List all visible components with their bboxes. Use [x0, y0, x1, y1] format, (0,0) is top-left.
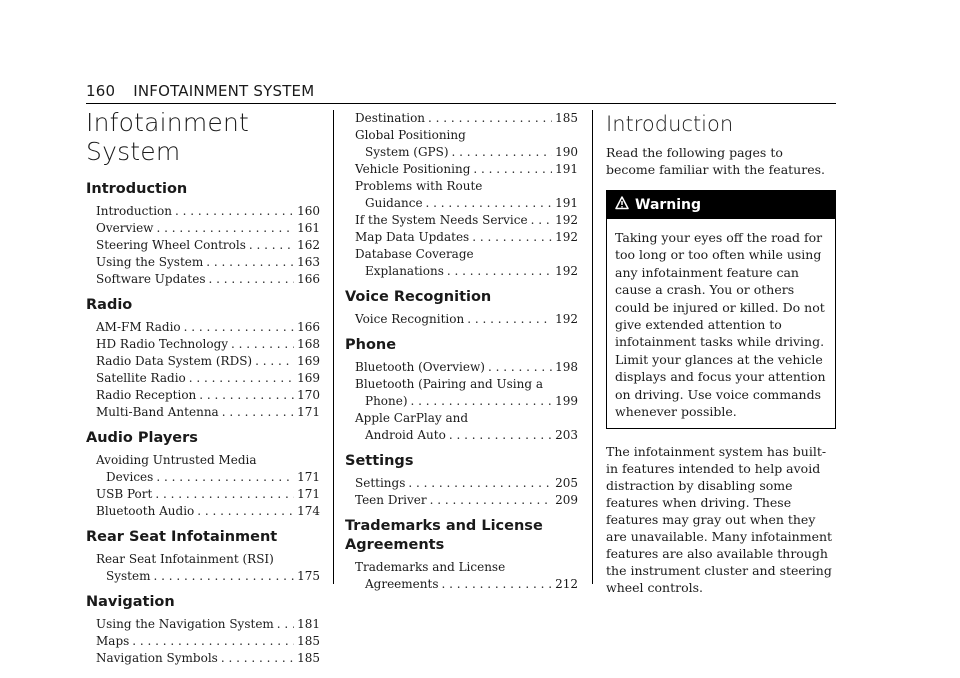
toc-entry[interactable]: Multi-Band Antenna . . . 171: [86, 404, 320, 421]
toc-entry[interactable]: Radio Reception . . . 170: [86, 387, 320, 404]
toc-column-1: [86, 108, 320, 667]
toc-entry[interactable]: Problems with Route Guidance . . . 191: [345, 178, 578, 212]
toc-entry[interactable]: Bluetooth (Overview) . . . 198: [345, 359, 578, 376]
warning-triangle-icon: [615, 196, 629, 214]
toc-entry[interactable]: Voice Recognition . . . 192: [345, 311, 578, 328]
toc-entry[interactable]: Using the System . . . 163: [86, 254, 320, 271]
toc-entry[interactable]: Apple CarPlay and Android Auto . . . 203: [345, 410, 578, 444]
toc-entry[interactable]: Rear Seat Infotainment (RSI) System . . . 175: [86, 551, 320, 585]
column-divider-1: [333, 110, 334, 584]
toc-entry[interactable]: USB Port . . . 171: [86, 486, 320, 503]
toc-entry[interactable]: Destination . . . 185: [345, 110, 578, 127]
toc-entry[interactable]: Avoiding Untrusted Media Devices . . . 171: [86, 452, 320, 486]
toc-entry[interactable]: HD Radio Technology . . . 168: [86, 336, 320, 353]
column-divider-2: [592, 110, 593, 584]
toc-entry[interactable]: Global Positioning System (GPS) . . . 190: [345, 127, 578, 161]
toc-list-rear-seat: [86, 551, 320, 585]
toc-list-introduction: [86, 203, 320, 288]
toc-entry[interactable]: Settings . . . 205: [345, 475, 578, 492]
toc-list-navigation-cont: [345, 110, 578, 280]
toc-list-trademarks: [345, 559, 578, 593]
page-header: [86, 82, 314, 100]
toc-heading-introduction: Introduction: [86, 181, 188, 197]
toc-entry[interactable]: Teen Driver . . . 209: [345, 492, 578, 509]
toc-list-voice: [345, 311, 578, 328]
toc-entry[interactable]: If the System Needs Service . . . 192: [345, 212, 578, 229]
intro-column: [606, 108, 836, 596]
toc-entry[interactable]: Introduction . . . 160: [86, 203, 320, 220]
toc-heading-audio-players: Audio Players: [86, 430, 198, 446]
warning-header: [607, 191, 835, 219]
toc-entry[interactable]: Satellite Radio . . . 169: [86, 370, 320, 387]
toc-list-audio-players: [86, 452, 320, 520]
toc-column-2: [345, 110, 578, 593]
toc-heading-phone: Phone: [345, 337, 397, 353]
toc-entry[interactable]: Maps . . . 185: [86, 633, 320, 650]
running-head: INFOTAINMENT SYSTEM: [133, 82, 315, 100]
toc-heading-voice: Voice Recognition: [345, 289, 492, 305]
toc-entry[interactable]: Map Data Updates . . . 192: [345, 229, 578, 246]
toc-heading-settings: Settings: [345, 453, 414, 469]
toc-entry[interactable]: Navigation Symbols . . . 185: [86, 650, 320, 667]
warning-box: [606, 190, 836, 429]
intro-body: The infotainment system has built-in features intended to help avoid distraction by disabling some features when driving. These features may gray out when they are unavailable. Many infotainment features are also available through the instrument cluster and steering wheel controls.: [606, 444, 833, 596]
toc-entry[interactable]: Overview . . . 161: [86, 220, 320, 237]
toc-entry[interactable]: Vehicle Positioning . . . 191: [345, 161, 578, 178]
toc-list-settings: [345, 475, 578, 509]
toc-entry[interactable]: Software Updates . . . 166: [86, 271, 320, 288]
toc-entry[interactable]: Bluetooth (Pairing and Using a Phone) . . . 199: [345, 376, 578, 410]
toc-heading-rear-seat: Rear Seat Infotainment: [86, 529, 278, 545]
toc-entry[interactable]: AM-FM Radio . . . 166: [86, 319, 320, 336]
header-rule: [86, 103, 836, 104]
intro-title: Introduction: [606, 112, 734, 136]
page-number: 160: [86, 82, 116, 100]
toc-heading-trademarks: Trademarks and License Agreements: [345, 518, 543, 553]
intro-lead: Read the following pages to become familiar with the features.: [606, 145, 825, 177]
warning-label: Warning: [635, 197, 702, 213]
toc-heading-radio: Radio: [86, 297, 133, 313]
warning-text: Taking your eyes off the road for too long or too often while using any infotainment feature can cause a crash. You or others could be injured or killed. Do not give extended attention to infotainment tasks while driving. Limit your glances at the vehicle displays and focus your attention on driving. Use voice commands whenever possible.: [615, 230, 826, 420]
toc-heading-navigation: Navigation: [86, 594, 175, 610]
toc-list-phone: [345, 359, 578, 444]
toc-entry[interactable]: Database Coverage Explanations . . . 192: [345, 246, 578, 280]
toc-entry[interactable]: Using the Navigation System . . . 181: [86, 616, 320, 633]
toc-entry[interactable]: Steering Wheel Controls . . . 162: [86, 237, 320, 254]
chapter-title: Infotainment System: [86, 108, 250, 166]
toc-entry[interactable]: Radio Data System (RDS) . . . 169: [86, 353, 320, 370]
toc-list-navigation: [86, 616, 320, 667]
toc-entry[interactable]: Trademarks and License Agreements . . . 212: [345, 559, 578, 593]
toc-list-radio: [86, 319, 320, 421]
toc-entry[interactable]: Bluetooth Audio . . . 174: [86, 503, 320, 520]
